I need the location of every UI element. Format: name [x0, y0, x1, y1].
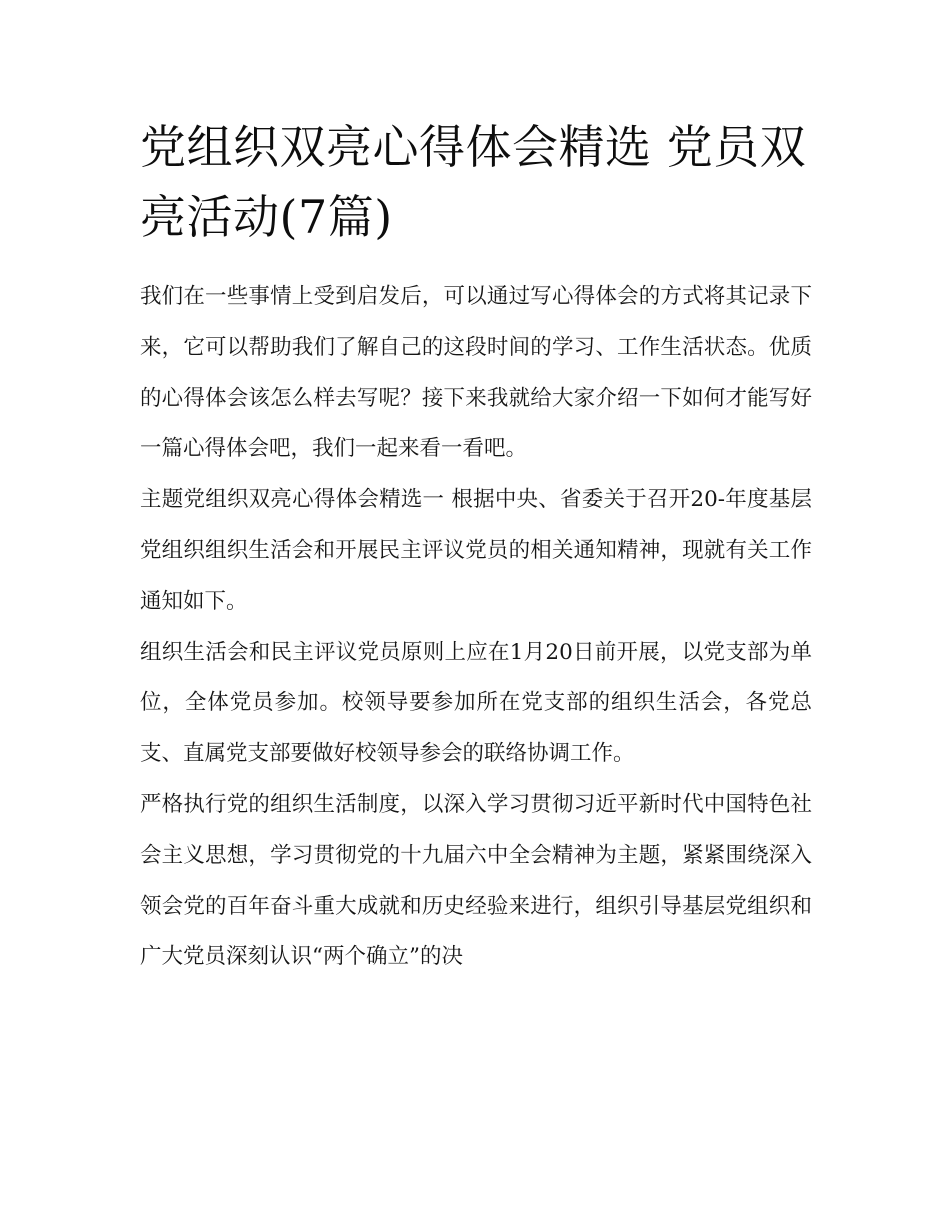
paragraph-organization-system: 严格执行党的组织生活制度，以深入学习贯彻习近平新时代中国特色社会主义思想，学习贯彻党的十九届六中全会精神为主题，紧紧围绕深入领会党的百年奋斗重大成就和历史经验来进行，组织引导基层党组织和广大党员深刻认识“两个确立”的决	[140, 791, 812, 970]
document-title: 党组织双亮心得体会精选 党员双亮活动(7篇)	[140, 120, 807, 244]
paragraph-topic-one: 主题党组织双亮心得体会精选一 根据中央、省委关于召开20-年度基层党组织组织生活会和开展民主评议党员的相关通知精神，现就有关工作通知如下。	[140, 487, 812, 614]
paragraph-meeting-schedule: 组织生活会和民主评议党员原则上应在1月20日前开展，以党支部为单位，全体党员参加。校领导要参加所在党支部的组织生活会，各党总支、直属党支部要做好校领导参会的联络协调工作。	[140, 639, 812, 767]
document-content	[140, 112, 812, 983]
paragraph-intro: 我们在一些事情上受到启发后，可以通过写心得体会的方式将其记录下来，它可以帮助我们了解自己的这段时间的学习、工作生活状态。优质的心得体会该怎么样去写呢？接下来我就给大家介绍一下如何才能写好一篇心得体会吧，我们一起来看一看吧。	[140, 284, 812, 462]
document-body	[140, 272, 812, 983]
